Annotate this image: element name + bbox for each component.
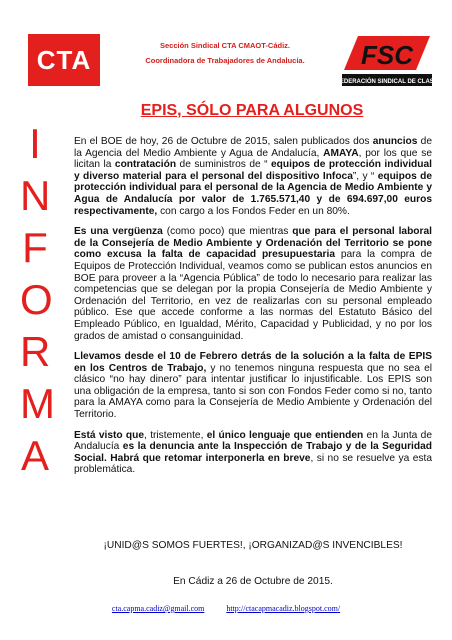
bold-text: que para el personal laboral de la Consejería de Medio Ambiente y Ordenación del Territorio se pone como excusa la falta de capacidad presupuestaria <box>74 226 432 261</box>
document-title: EPIS, SÓLO PARA ALGUNOS <box>140 102 364 119</box>
footer <box>0 604 452 613</box>
bold-text: Está visto que <box>74 429 145 441</box>
text: , por los que se licitan la <box>74 147 433 171</box>
cta-logo: CTA <box>28 34 100 86</box>
blog-link[interactable]: http://ctacapmacadiz.blogspot.com/ <box>226 604 341 613</box>
bold-text: Es una vergüenza <box>74 226 163 238</box>
paragraph-1 <box>74 136 432 217</box>
bold-text: AMAYA <box>323 147 359 159</box>
email-link[interactable]: cta.capma.cadiz@gmail.com <box>111 604 205 613</box>
section-name: Sección Sindical CTA CMAOT-Cádiz. <box>159 41 291 50</box>
text: en la Junta de Andalucía <box>74 429 432 453</box>
bold-text: es la denuncia ante la Inspección de Trabajo y de la Seguridad Social. Habrá que retomar interponerla en breve <box>74 441 432 464</box>
text: y no tenemos ninguna respuesta que no sea el clásico “no hay dinero” para intentar justificar lo injustificable. Los EPIS son una obligación de la empresa, tanto si son con Fondos Feder como si no, tanto para la AMAYA como para la Consejería de Medio Ambiente y Ordenación del Territorio. <box>74 362 433 421</box>
document-body <box>74 136 432 485</box>
side-letter: I <box>29 120 41 167</box>
fsc-caption: FEDERACIÓN SINDICAL DE CLASE <box>338 79 436 85</box>
side-letter: M <box>20 380 55 427</box>
paragraph-3 <box>74 351 432 421</box>
side-letter: N <box>20 172 51 219</box>
text: ”, y “ <box>352 170 378 182</box>
side-word-informa <box>20 118 55 482</box>
text: En el BOE de hoy, 26 de Octubre de 2015, salen publicados dos <box>74 136 373 147</box>
header-text <box>110 38 340 68</box>
fsc-logo <box>338 30 436 92</box>
bold-text: el único lenguaje que entienden <box>206 429 364 441</box>
side-letter: R <box>20 328 51 375</box>
text: de suministros de “ <box>176 159 271 171</box>
bold-text: equipos de protección individual y diverso material para el personal del dispositivo Infoca <box>74 159 432 182</box>
text: , si no se resuelve ya esta problemática. <box>74 452 432 476</box>
text: para la compra de Equipos de Protección Individual, veamos como se publican estos anuncios en BOE para proveer a la “Agencia Pública” de todo lo necesario para realizar las competencias que se delegan por la propia Consejería de Medio Ambiente y Ordenación del Territorio, en vez de realizarlas con su personal empleado público. Ese que accede conforme a las normas del Estatuto Básico del Empleado Público, en Igualdad, Mérito, Capacidad y Publicidad, y no por los grados de amistad o consanguinidad. <box>74 249 432 342</box>
text: con cargo a los Fondos Feder en un 80%. <box>157 205 350 217</box>
text: (como poco) que mientras <box>162 226 293 238</box>
side-letter: F <box>22 224 48 271</box>
paragraph-4 <box>74 430 432 476</box>
text: de la Agencia del Medio Ambiente y Agua de Andalucía, <box>74 136 432 159</box>
paragraph-2 <box>74 226 432 342</box>
coordinator-name: Coordinadora de Trabajadores de Andalucía. <box>145 56 305 65</box>
text: , tristemente, <box>144 429 207 441</box>
fsc-logo-graphic <box>338 30 436 92</box>
bold-text: Llevamos desde el 10 de Febrero detrás de la solución a la falta de EPIS en los Centros de Trabajo, <box>74 351 432 374</box>
side-letter: A <box>20 432 49 479</box>
side-letter: O <box>20 276 53 323</box>
bold-text: equipos de protección individual para el personal de la Agencia de Medio Ambiente y Agua de Andalucía por valor de 1.765.571,40 y de 694.697,00 euros respectivamente, <box>74 170 432 217</box>
fsc-letters: FSC <box>361 40 413 70</box>
slogan: ¡UNID@S SOMOS FUERTES!, ¡ORGANIZAD@S INVENCIBLES! <box>103 540 403 551</box>
bold-text: contratación <box>114 159 177 171</box>
bold-text: anuncios <box>372 136 418 147</box>
signature-date: En Cádiz a 26 de Octubre de 2015. <box>173 576 333 587</box>
